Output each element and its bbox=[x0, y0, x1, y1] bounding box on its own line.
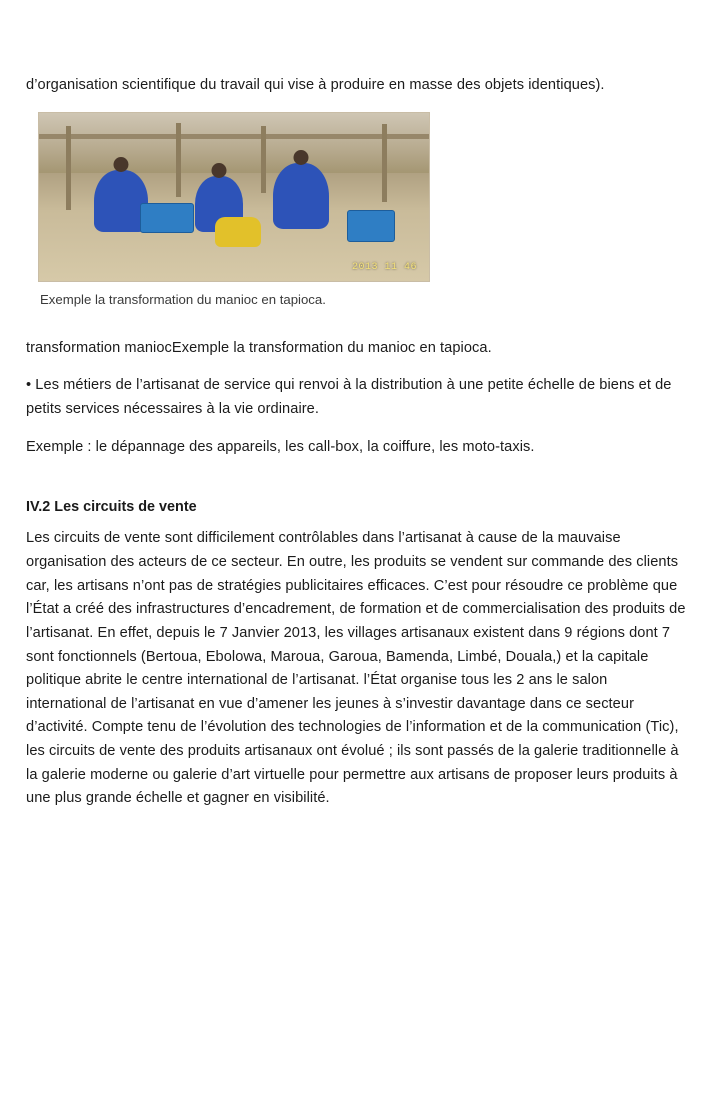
photo-post bbox=[66, 126, 71, 210]
photo-worker-head bbox=[294, 150, 309, 165]
photo-post bbox=[176, 123, 181, 197]
figure-caption: Exemple la transformation du manioc en tapioca. bbox=[38, 282, 430, 319]
photo-post bbox=[261, 126, 266, 193]
photo-blue-bin bbox=[140, 203, 194, 233]
photo-worker-head bbox=[113, 157, 128, 172]
photo-background-top bbox=[39, 113, 429, 177]
photo-timestamp: 2013 11 46 bbox=[351, 261, 417, 273]
paragraph-bullet-service: • Les métiers de l’artisanat de service qui renvoi à la distribution à une petite échelle de biens et de petits services nécessaires à la vie ordinaire. bbox=[26, 377, 672, 418]
photo-shelter-rail bbox=[39, 134, 429, 139]
photo-post bbox=[382, 124, 387, 201]
section-spacer bbox=[26, 473, 690, 499]
paragraph-example-service: Exemple : le dépannage des appareils, les call-box, la coiffure, les moto-taxis. bbox=[26, 438, 535, 455]
paragraph-after-figure: transformation maniocExemple la transformation du manioc en tapioca. bbox=[26, 339, 492, 356]
photo-worker bbox=[273, 163, 329, 229]
figure-image bbox=[38, 112, 430, 282]
paragraph-circuits-body: Les circuits de vente sont difficilement contrôlables dans l’artisanat à cause de la mauvaise organisation des acteurs de ce secteur. En outre, les produits se vendent sur commande des clients car, les artisans n’ont pas de stratégies publicitaires efficaces. C’est pour résoudre ce problème que l’État a créé des infrastructures d’encadrement, de formation et de commercialisation des produits de l’artisanat. En effet, depuis le 7 Janvier 2013, les villages artisanaux existent dans 9 régions dont 7 sont fonctionnels (Bertoua, Ebolowa, Maroua, Garoua, Bamenda, Limbé, Douala,) et la capitale politique abrite le centre international de l’artisanat. l’État organise tous les 2 ans le salon international de l’artisanat en vue d’amener les jeunes à s’investir davantage dans ce secteur d’activité. Compte tenu de l’évolution des technologies de l’information et de la communication (Tic), les circuits de vente des produits artisanaux ont évolué ; ils sont passés de la galerie traditionnelle à la galerie moderne ou galerie d’art virtuelle pour permettre aux artisans de proposer leurs produits à une plus grande échelle et gagner en visibilité. bbox=[26, 530, 686, 807]
photo-blue-bin bbox=[347, 210, 395, 242]
heading-circuits-de-vente: IV.2 Les circuits de vente bbox=[26, 499, 197, 516]
photo-yellow-sack bbox=[215, 217, 261, 247]
figure-manioc-transformation bbox=[38, 112, 430, 319]
page-content bbox=[26, 74, 690, 825]
photo-worker-head bbox=[212, 163, 227, 178]
paragraph-intro-continuation: d’organisation scientifique du travail qui vise à produire en masse des objets identiques). bbox=[26, 77, 605, 93]
